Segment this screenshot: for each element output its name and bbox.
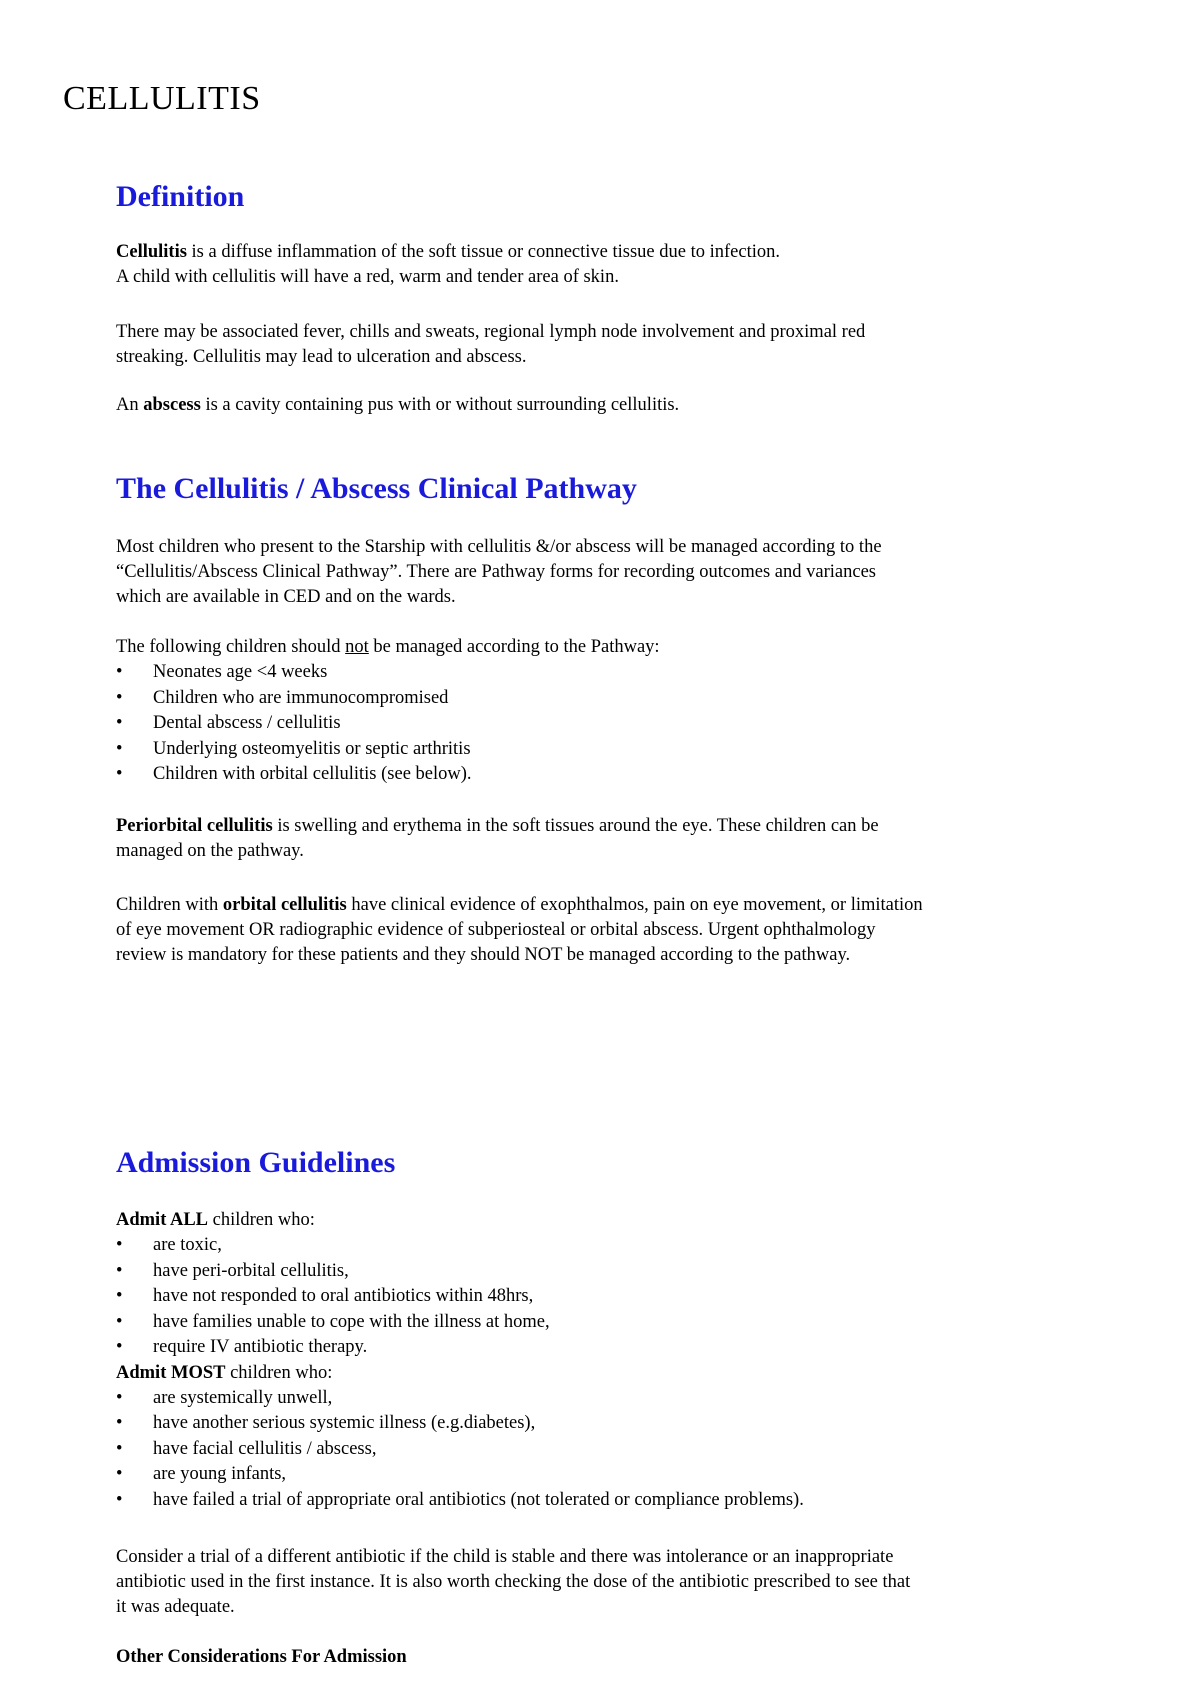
symptoms-line-2: streaking. Cellulitis may lead to ulceration and abscess. xyxy=(116,347,527,367)
list-item-text: have facial cellulitis / abscess, xyxy=(153,1438,377,1459)
definition-paragraph-1 xyxy=(116,240,1106,290)
admission-heading: Admission Guidelines xyxy=(116,1146,396,1179)
definition-heading: Definition xyxy=(116,180,245,213)
bullet-icon: • xyxy=(116,1337,123,1357)
consider-paragraph xyxy=(116,1545,1106,1620)
exclusion-intro-pre: The following children should xyxy=(116,637,346,657)
list-item-text: have another serious systemic illness (e.g.diabetes), xyxy=(153,1413,536,1433)
list-item xyxy=(116,1335,1106,1361)
bullet-icon: • xyxy=(116,713,123,733)
list-item xyxy=(116,1284,1106,1310)
admission-criteria xyxy=(116,1208,1106,1513)
list-item-text: Children who are immunocompromised xyxy=(153,687,449,708)
bullet-icon: • xyxy=(116,764,123,784)
admit-most-list xyxy=(116,1386,1106,1514)
definition-paragraph-3 xyxy=(116,393,1106,418)
list-item xyxy=(116,1411,1106,1437)
bullet-icon: • xyxy=(116,1235,123,1255)
bullet-icon: • xyxy=(116,1286,123,1306)
admit-all-text: children who: xyxy=(208,1210,315,1230)
pathway-exclusions xyxy=(116,635,1106,788)
periorbital-paragraph xyxy=(116,814,1106,864)
list-item xyxy=(116,1310,1106,1336)
list-item-text: Underlying osteomyelitis or septic arthritis xyxy=(153,738,471,759)
bullet-icon: • xyxy=(116,738,123,759)
bullet-icon: • xyxy=(116,1464,123,1484)
list-item-text: Children with orbital cellulitis (see below). xyxy=(153,764,472,784)
consider-line-2: antibiotic used in the first instance. It is also worth checking the dose of the antibiotic prescribed to see that xyxy=(116,1572,911,1592)
term-periorbital-cellulitis: Periorbital cellulitis xyxy=(116,816,273,836)
list-item-text: have families unable to cope with the illness at home, xyxy=(153,1311,550,1332)
pathway-intro xyxy=(116,535,1106,610)
orbital-text: have clinical evidence of exophthalmos, pain on eye movement, or limitation xyxy=(346,895,923,915)
orbital-text-line3: review is mandatory for these patients and they should NOT be managed according to the pathway. xyxy=(116,945,851,965)
bullet-icon: • xyxy=(116,1260,123,1281)
admit-most-label: Admit MOST xyxy=(116,1362,226,1383)
bullet-icon: • xyxy=(116,662,123,682)
bullet-icon: • xyxy=(116,687,123,708)
list-item-text: Dental abscess / cellulitis xyxy=(153,713,341,733)
definition-text: is a diffuse inflammation of the soft tissue or connective tissue due to infection. xyxy=(186,242,780,262)
list-item-text: Neonates age <4 weeks xyxy=(153,662,328,682)
list-item xyxy=(116,1437,1106,1463)
bullet-icon: • xyxy=(116,1489,123,1510)
definition-paragraph-2 xyxy=(116,320,1106,370)
exclusion-list xyxy=(116,660,1106,788)
list-item-text: are toxic, xyxy=(153,1235,222,1255)
admit-all-list xyxy=(116,1233,1106,1361)
consider-line-1: Consider a trial of a different antibiotic if the child is stable and there was intolerance or an inappropriate xyxy=(116,1547,894,1567)
periorbital-text-line2: managed on the pathway. xyxy=(116,841,304,861)
periorbital-text: is swelling and erythema in the soft tissues around the eye. These children can be xyxy=(272,816,879,836)
list-item-text: have not responded to oral antibiotics within 48hrs, xyxy=(153,1286,534,1306)
list-item-text: have failed a trial of appropriate oral antibiotics (not tolerated or compliance problems). xyxy=(153,1489,804,1510)
list-item xyxy=(116,660,1106,686)
list-item-text: are systemically unwell, xyxy=(153,1387,333,1408)
list-item xyxy=(116,1462,1106,1488)
document-title: CELLULITIS xyxy=(63,80,261,117)
list-item-text: require IV antibiotic therapy. xyxy=(153,1337,368,1357)
bullet-icon: • xyxy=(116,1413,123,1433)
pathway-intro-line-1: Most children who present to the Starship with cellulitis &/or abscess will be managed according to the xyxy=(116,537,882,557)
not-underlined: not xyxy=(345,637,369,657)
term-cellulitis: Cellulitis xyxy=(116,242,187,262)
list-item-text: are young infants, xyxy=(153,1464,287,1484)
list-item xyxy=(116,762,1106,788)
pathway-heading: The Cellulitis / Abscess Clinical Pathway xyxy=(116,472,637,505)
bullet-icon: • xyxy=(116,1438,123,1459)
other-considerations xyxy=(116,1645,1106,1670)
bullet-icon: • xyxy=(116,1311,123,1332)
term-abscess: abscess xyxy=(143,395,201,415)
term-orbital-cellulitis: orbital cellulitis xyxy=(222,895,347,915)
pathway-intro-line-2: “Cellulitis/Abscess Clinical Pathway”. There are Pathway forms for recording outcomes and variances xyxy=(116,562,876,582)
other-considerations-heading: Other Considerations For Admission xyxy=(116,1647,407,1667)
bullet-icon: • xyxy=(116,1387,123,1408)
abscess-definition: is a cavity containing pus with or without surrounding cellulitis. xyxy=(200,395,680,415)
orbital-paragraph xyxy=(116,893,1106,968)
list-item xyxy=(116,1488,1106,1514)
list-item xyxy=(116,737,1106,763)
list-item xyxy=(116,686,1106,712)
list-item xyxy=(116,1386,1106,1412)
admit-all-label: Admit ALL xyxy=(116,1210,209,1230)
orbital-text-line2: of eye movement OR radiographic evidence of subperiosteal or orbital abscess. Urgent ophthalmology xyxy=(116,920,876,940)
consider-line-3: it was adequate. xyxy=(116,1597,235,1617)
definition-text-line2: A child with cellulitis will have a red, warm and tender area of skin. xyxy=(116,267,619,287)
admit-most-text: children who: xyxy=(225,1362,333,1383)
pathway-intro-line-3: which are available in CED and on the wards. xyxy=(116,587,456,607)
exclusion-intro-post: be managed according to the Pathway: xyxy=(368,637,660,657)
list-item xyxy=(116,1233,1106,1259)
list-item xyxy=(116,1259,1106,1285)
list-item xyxy=(116,711,1106,737)
orbital-pre: Children with xyxy=(116,895,223,915)
symptoms-line-1: There may be associated fever, chills and sweats, regional lymph node involvement and proximal red xyxy=(116,322,866,342)
list-item-text: have peri-orbital cellulitis, xyxy=(153,1260,349,1281)
abscess-pre: An xyxy=(116,395,144,415)
